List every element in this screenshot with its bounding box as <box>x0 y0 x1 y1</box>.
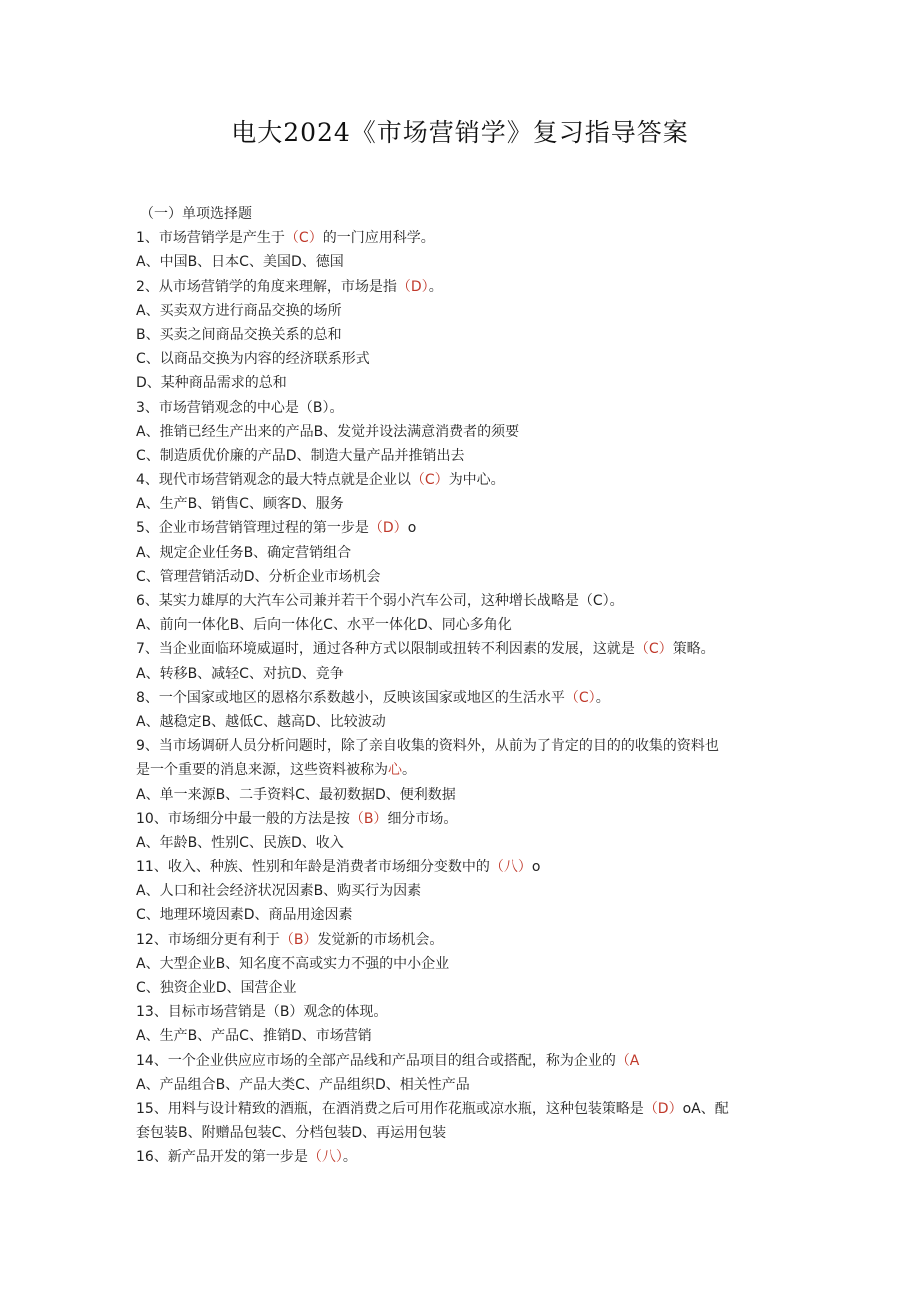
line-text-tail: 。 <box>595 689 610 706</box>
line-text-tail: 为中心。 <box>448 472 505 489</box>
line-text-tail: 发觉新的市场机会。 <box>317 931 444 948</box>
line-text-tail: 。 <box>428 278 443 295</box>
answer-mark: （B） <box>279 931 318 948</box>
line-text: 4、现代市场营销观念的最大特点就是企业以 <box>136 472 411 489</box>
text-line <box>136 516 796 540</box>
line-text: C、管理营销活动D、分析企业市场机会 <box>136 568 381 585</box>
text-line <box>136 226 796 250</box>
answer-mark: （B） <box>349 810 388 827</box>
text-line <box>136 662 796 686</box>
line-text: A、产品组合B、产品大类C、产品组织D、相关性产品 <box>136 1076 470 1093</box>
line-text: 2、从市场营销学的角度来理解，市场是指 <box>136 278 397 295</box>
line-text: A、人口和社会经济状况因素B、购买行为因素 <box>136 883 422 900</box>
line-text: 1、市场营销学是产生于 <box>136 230 285 247</box>
text-line <box>136 952 796 976</box>
answer-mark: （D） <box>396 278 429 295</box>
text-line <box>136 250 796 274</box>
answer-mark: （D） <box>643 1100 683 1117</box>
answer-mark: （C） <box>410 472 449 489</box>
answer-mark: （C） <box>284 230 323 247</box>
line-text: 14、一个企业供应应市场的全部产品线和产品项目的组合或搭配，称为企业的 <box>136 1052 616 1069</box>
text-line <box>136 686 796 710</box>
question-list <box>136 226 796 1169</box>
line-text: A、前向一体化B、后向一体化C、水平一体化D、同心多角化 <box>136 617 512 634</box>
line-text: 套包装B、附赠品包装C、分档包装D、再运用包装 <box>136 1125 447 1142</box>
line-text: A、越稳定B、越低C、越高D、比较波动 <box>136 713 386 730</box>
line-text: 7、当企业面临环境威逼时，通过各种方式以限制或扭转不利因素的发展，这就是 <box>136 641 635 658</box>
text-line <box>136 468 796 492</box>
line-text: 3、市场营销观念的中心是（B）。 <box>136 399 344 416</box>
line-text: A、生产B、产品C、推销D、市场营销 <box>136 1028 372 1045</box>
text-line <box>136 541 796 565</box>
text-line <box>136 758 796 782</box>
line-text-tail: 策略。 <box>672 641 715 658</box>
text-line <box>136 928 796 952</box>
line-text: A、年龄B、性别C、民族D、收入 <box>136 834 344 851</box>
line-text: C、以商品交换为内容的经济联系形式 <box>136 351 370 368</box>
line-text: A、生产B、销售C、顾客D、服务 <box>136 496 344 513</box>
text-line <box>136 1024 796 1048</box>
line-text-tail: 。 <box>342 1149 357 1166</box>
text-line <box>136 1121 796 1145</box>
text-line <box>136 275 796 299</box>
line-text: 13、目标市场营销是（B）观念的体现。 <box>136 1004 388 1021</box>
line-text: A、单一来源B、二手资料C、最初数据D、便利数据 <box>136 786 456 803</box>
text-line <box>136 565 796 589</box>
line-text-tail: 。 <box>402 762 416 779</box>
line-text: A、中国B、日本C、美国D、德国 <box>136 254 344 271</box>
text-line <box>136 396 796 420</box>
text-line <box>136 734 796 758</box>
text-line <box>136 1049 796 1073</box>
line-text: C、独资企业D、国营企业 <box>136 980 297 996</box>
line-text-tail: o <box>531 859 541 876</box>
section-heading: （一）单项选择题 <box>140 206 252 222</box>
line-text: A、转移B、减轻C、对抗D、竞争 <box>136 665 344 682</box>
text-line <box>136 831 796 855</box>
text-line <box>136 371 796 395</box>
line-text: 6、某实力雄厚的大汽车公司兼并若干个弱小汽车公司，这种增长战略是（C）。 <box>136 593 624 609</box>
text-line <box>136 976 796 1000</box>
line-text-tail: oA、配 <box>682 1100 729 1117</box>
text-line <box>136 492 796 516</box>
answer-mark: （八） <box>307 1149 343 1166</box>
text-line <box>136 444 796 468</box>
document-title: 电大2024《市场营销学》复习指导答案 <box>231 118 689 147</box>
text-line <box>136 903 796 927</box>
line-text: 9、当市场调研人员分析问题时，除了亲自收集的资料外，从前为了肯定的目的的收集的资料也 <box>136 738 719 755</box>
line-text-tail: 的一门应用科学。 <box>322 230 435 247</box>
line-text: 10、市场细分中最一般的方法是按 <box>136 810 350 827</box>
line-text: 15、用料与设计精致的酒瓶，在酒消费之后可用作花瓶或凉水瓶，这种包装策略是 <box>136 1100 644 1117</box>
text-line <box>136 879 796 903</box>
line-text: B、买卖之间商品交换关系的总和 <box>136 326 342 343</box>
text-line <box>136 855 796 879</box>
answer-mark: （C） <box>634 641 673 658</box>
text-line <box>136 1073 796 1097</box>
line-text: 11、收入、种族、性别和年龄是消费者市场细分变数中的 <box>136 859 490 876</box>
line-text: A、大型企业B、知名度不高或实力不强的中小企业 <box>136 955 450 972</box>
text-line <box>136 613 796 637</box>
line-text: 是一个重要的消息来源，这些资料被称为 <box>136 762 388 779</box>
answer-mark: （八） <box>489 859 532 876</box>
answer-mark: 心 <box>388 762 402 779</box>
text-line <box>136 347 796 371</box>
line-text: C、地理环境因素D、商品用途因素 <box>136 907 353 924</box>
text-line <box>136 637 796 661</box>
line-text-tail: 细分市场。 <box>387 810 458 827</box>
line-text: 16、新产品开发的第一步是 <box>136 1149 308 1166</box>
line-text: A、规定企业任务B、确定营销组合 <box>136 544 352 561</box>
text-line <box>136 1000 796 1024</box>
answer-mark: （C） <box>564 689 596 706</box>
text-line <box>136 1097 796 1121</box>
text-line <box>136 1145 796 1169</box>
text-line <box>136 783 796 807</box>
answer-mark: （A <box>615 1052 640 1069</box>
text-line <box>136 323 796 347</box>
text-line <box>136 807 796 831</box>
line-text-tail: o <box>407 520 417 537</box>
line-text: 5、企业市场营销管理过程的第一步是 <box>136 520 369 537</box>
line-text: C、制造质优价廉的产品D、制造大量产品并推销出去 <box>136 447 465 464</box>
line-text: A、推销已经生产出来的产品B、发觉并设法满意消费者的须要 <box>136 423 520 440</box>
line-text: 8、一个国家或地区的恩格尔系数越小，反映该国家或地区的生活水平 <box>136 689 565 706</box>
text-line <box>136 299 796 323</box>
line-text: 12、市场细分更有利于 <box>136 931 280 948</box>
line-text: D、某种商品需求的总和 <box>136 375 287 392</box>
answer-mark: （D） <box>368 520 408 537</box>
document-body <box>136 202 796 1170</box>
line-text: A、买卖双方进行商品交换的场所 <box>136 302 342 319</box>
text-line <box>136 710 796 734</box>
text-line <box>136 589 796 613</box>
text-line <box>136 420 796 444</box>
